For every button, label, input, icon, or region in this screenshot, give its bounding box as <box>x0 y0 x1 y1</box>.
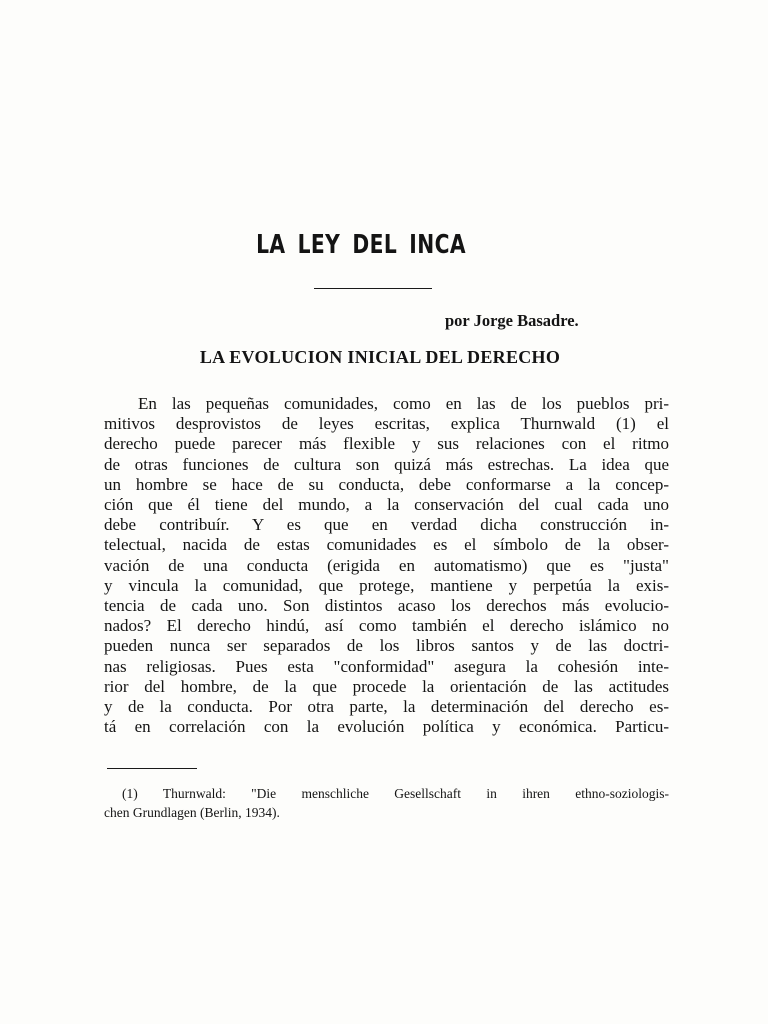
footnote-divider <box>107 768 197 769</box>
body-line: un hombre se hace de su conducta, debe conformarse a la concep- <box>104 474 669 494</box>
body-line: y de la conducta. Por otra parte, la determinación del derecho es- <box>104 697 669 717</box>
footnote <box>104 784 669 822</box>
body-line: nas religiosas. Pues esta "conformidad" asegura la cohesión inte- <box>104 656 669 676</box>
body-line: mitivos desprovistos de leyes escritas, explica Thurnwald (1) el <box>104 414 669 434</box>
body-line: telectual, nacida de estas comunidades es el símbolo de la obser- <box>104 535 669 555</box>
article-title: LA LEY DEL INCA <box>256 230 466 260</box>
body-line: nados? El derecho hindú, así como también el derecho islámico no <box>104 616 669 636</box>
body-line: debe contribuír. Y es que en verdad dicha construcción in- <box>104 515 669 535</box>
section-heading: LA EVOLUCION INICIAL DEL DERECHO <box>199 347 561 367</box>
body-paragraph <box>104 394 669 737</box>
body-line: de otras funciones de cultura son quizá más estrechas. La idea que <box>104 454 669 474</box>
title-divider <box>314 288 432 289</box>
footnote-line: chen Grundlagen (Berlin, 1934). <box>104 805 280 820</box>
body-line: ción que él tiene del mundo, a la conservación del cual cada uno <box>104 495 669 515</box>
body-line: rior del hombre, de la que procede la orientación de las actitudes <box>104 676 669 696</box>
footnote-line: (1) Thurnwald: "Die menschliche Gesellschaft in ihren ethno-soziologis- <box>122 786 669 801</box>
body-line: vación de una conducta (erigida en automatismo) que es "justa" <box>104 555 669 575</box>
author-byline: por Jorge Basadre. <box>445 311 579 330</box>
body-line: En las pequeñas comunidades, como en las de los pueblos pri- <box>138 394 669 413</box>
body-line: tencia de cada uno. Son distintos acaso los derechos más evolucio- <box>104 596 669 616</box>
body-line: y vincula la comunidad, que protege, mantiene y perpetúa la exis- <box>104 575 669 595</box>
body-line: pueden nunca ser separados de los libros santos y de las doctri- <box>104 636 669 656</box>
body-line: derecho puede parecer más flexible y sus relaciones con el ritmo <box>104 434 669 454</box>
body-line: tá en correlación con la evolución política y económica. Particu- <box>104 717 669 737</box>
